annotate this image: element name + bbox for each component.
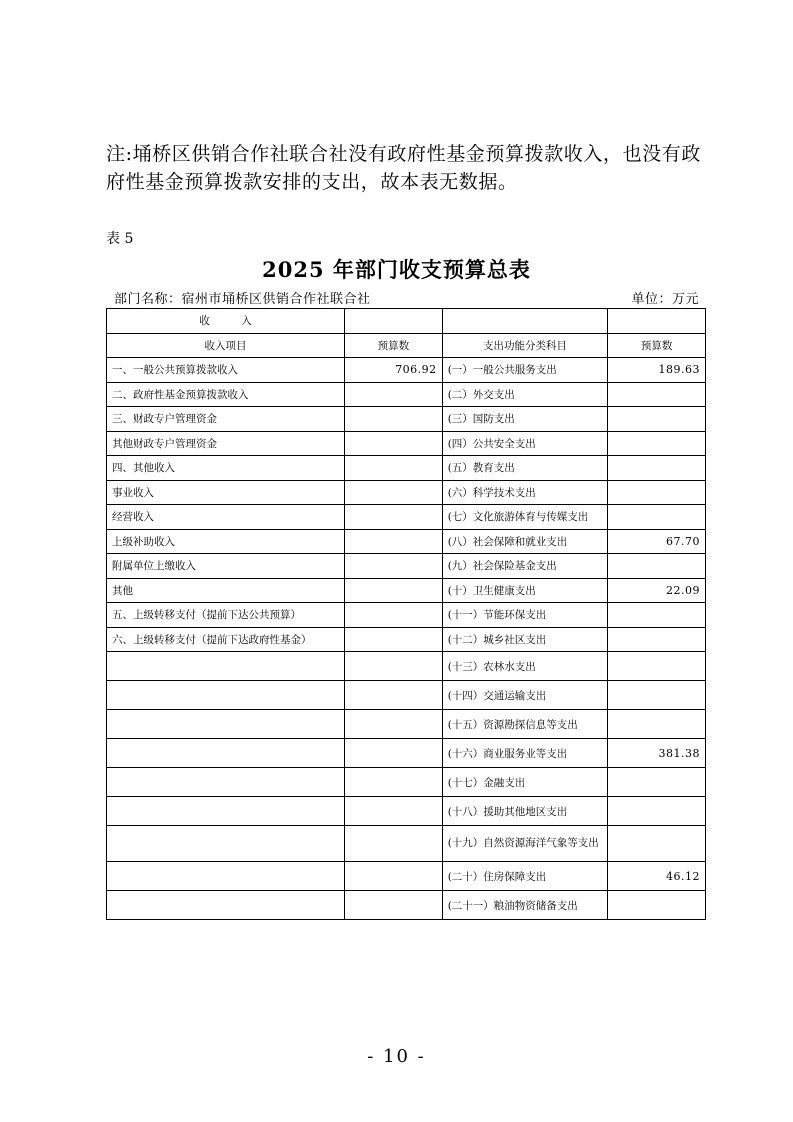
income-amount (345, 554, 443, 579)
income-item: 附属单位上缴收入 (107, 554, 345, 579)
table-column-header-row (107, 333, 706, 358)
table-row (107, 382, 706, 407)
expense-item: (十九）自然资源海洋气象等支出 (442, 826, 608, 862)
table-row (107, 826, 706, 862)
income-item: 其他 (107, 578, 345, 603)
income-amount (345, 578, 443, 603)
income-item (107, 768, 345, 797)
table-row (107, 578, 706, 603)
expense-item: (十八）援助其他地区支出 (442, 797, 608, 826)
income-amount (345, 768, 443, 797)
department-name: 部门名称：宿州市埇桥区供销合作社联合社 (114, 292, 371, 307)
income-item (107, 862, 345, 891)
income-amount (345, 739, 443, 768)
expense-item: (十二）城乡社区支出 (442, 627, 608, 652)
expense-amount (608, 797, 706, 826)
expense-item: (八）社会保障和就业支出 (442, 529, 608, 554)
expense-item: (九）社会保险基金支出 (442, 554, 608, 579)
income-item: 二、政府性基金预算拨款收入 (107, 382, 345, 407)
expense-item: (二十一）粮油物资储备支出 (442, 891, 608, 920)
table-row (107, 627, 706, 652)
expense-item: (十七）金融支出 (442, 768, 608, 797)
expense-item: (四）公共安全支出 (442, 431, 608, 456)
income-item (107, 826, 345, 862)
table-row (107, 480, 706, 505)
expense-item: (三）国防支出 (442, 407, 608, 432)
expense-amount (608, 710, 706, 739)
income-amount (345, 862, 443, 891)
expense-item: (二十）住房保障支出 (442, 862, 608, 891)
income-item: 其他财政专户管理资金 (107, 431, 345, 456)
income-amount-header: 预算数 (345, 333, 443, 358)
empty-cell (345, 309, 443, 334)
income-item (107, 739, 345, 768)
income-amount (345, 480, 443, 505)
table-row (107, 407, 706, 432)
expense-amount (608, 652, 706, 681)
table-label: 表 5 (106, 231, 134, 247)
expense-item: (五）教育支出 (442, 456, 608, 481)
note-paragraph: 注:埇桥区供销合作社联合社没有政府性基金预算拨款收入，也没有政府性基金预算拨款安排的支出，故本表无数据。 (106, 143, 702, 193)
income-item (107, 797, 345, 826)
income-item (107, 681, 345, 710)
table-row (107, 603, 706, 628)
table-row (107, 739, 706, 768)
table-row (107, 358, 706, 383)
income-amount (345, 797, 443, 826)
expense-item: (十六）商业服务业等支出 (442, 739, 608, 768)
table-row (107, 554, 706, 579)
table-row (107, 797, 706, 826)
expense-amount: 381.38 (608, 739, 706, 768)
income-item: 上级补助收入 (107, 529, 345, 554)
table-row (107, 710, 706, 739)
expense-item: (一）一般公共服务支出 (442, 358, 608, 383)
income-item: 经营收入 (107, 505, 345, 530)
expense-item: (十四）交通运输支出 (442, 681, 608, 710)
income-item: 五、上级转移支付（提前下达公共预算） (107, 603, 345, 628)
income-amount (345, 431, 443, 456)
income-amount (345, 456, 443, 481)
page-number: - 10 - (367, 1046, 426, 1067)
expense-amount: 67.70 (608, 529, 706, 554)
income-item-header: 收入项目 (107, 333, 345, 358)
table-row (107, 505, 706, 530)
budget-table (106, 308, 706, 920)
income-item: 事业收入 (107, 480, 345, 505)
expense-amount (608, 603, 706, 628)
table-row (107, 891, 706, 920)
expense-amount (608, 382, 706, 407)
expense-item: (十三）农林水支出 (442, 652, 608, 681)
empty-cell (608, 309, 706, 334)
table-row (107, 456, 706, 481)
expense-amount: 46.12 (608, 862, 706, 891)
income-item: 三、财政专户管理资金 (107, 407, 345, 432)
table-row (107, 862, 706, 891)
expense-amount (608, 480, 706, 505)
income-amount (345, 826, 443, 862)
expense-item: (十一）节能环保支出 (442, 603, 608, 628)
expense-item: (二）外交支出 (442, 382, 608, 407)
income-item (107, 652, 345, 681)
table-row (107, 529, 706, 554)
expense-amount (608, 554, 706, 579)
income-amount (345, 529, 443, 554)
unit-label: 单位：万元 (631, 292, 699, 307)
income-item: 一、一般公共预算拨款收入 (107, 358, 345, 383)
income-item (107, 710, 345, 739)
expense-amount (608, 681, 706, 710)
income-amount (345, 710, 443, 739)
expense-amount: 22.09 (608, 578, 706, 603)
income-amount (345, 505, 443, 530)
income-amount (345, 382, 443, 407)
income-amount (345, 652, 443, 681)
page-title: 2025 年部门收支预算总表 (262, 257, 531, 282)
table-row (107, 681, 706, 710)
expense-amount (608, 407, 706, 432)
income-item: 六、上级转移支付（提前下达政府性基金） (107, 627, 345, 652)
table-row (107, 431, 706, 456)
expense-amount: 189.63 (608, 358, 706, 383)
table-group-header-row (107, 309, 706, 334)
expense-item: (十）卫生健康支出 (442, 578, 608, 603)
expense-amount (608, 456, 706, 481)
income-amount: 706.92 (345, 358, 443, 383)
expense-item: (十五）资源勘探信息等支出 (442, 710, 608, 739)
income-amount (345, 681, 443, 710)
expense-amount (608, 768, 706, 797)
expense-amount (608, 891, 706, 920)
income-item (107, 891, 345, 920)
expense-amount (608, 627, 706, 652)
income-amount (345, 603, 443, 628)
empty-cell (442, 309, 608, 334)
expense-item-header: 支出功能分类科目 (442, 333, 608, 358)
table-row (107, 652, 706, 681)
expense-amount (608, 826, 706, 862)
expense-amount (608, 505, 706, 530)
income-amount (345, 891, 443, 920)
expense-amount (608, 431, 706, 456)
expense-item: (七）文化旅游体育与传媒支出 (442, 505, 608, 530)
income-item: 四、其他收入 (107, 456, 345, 481)
income-amount (345, 407, 443, 432)
table-row (107, 768, 706, 797)
income-amount (345, 627, 443, 652)
expense-item: (六）科学技术支出 (442, 480, 608, 505)
expense-amount-header: 预算数 (608, 333, 706, 358)
income-group-header: 收 入 (107, 309, 345, 334)
